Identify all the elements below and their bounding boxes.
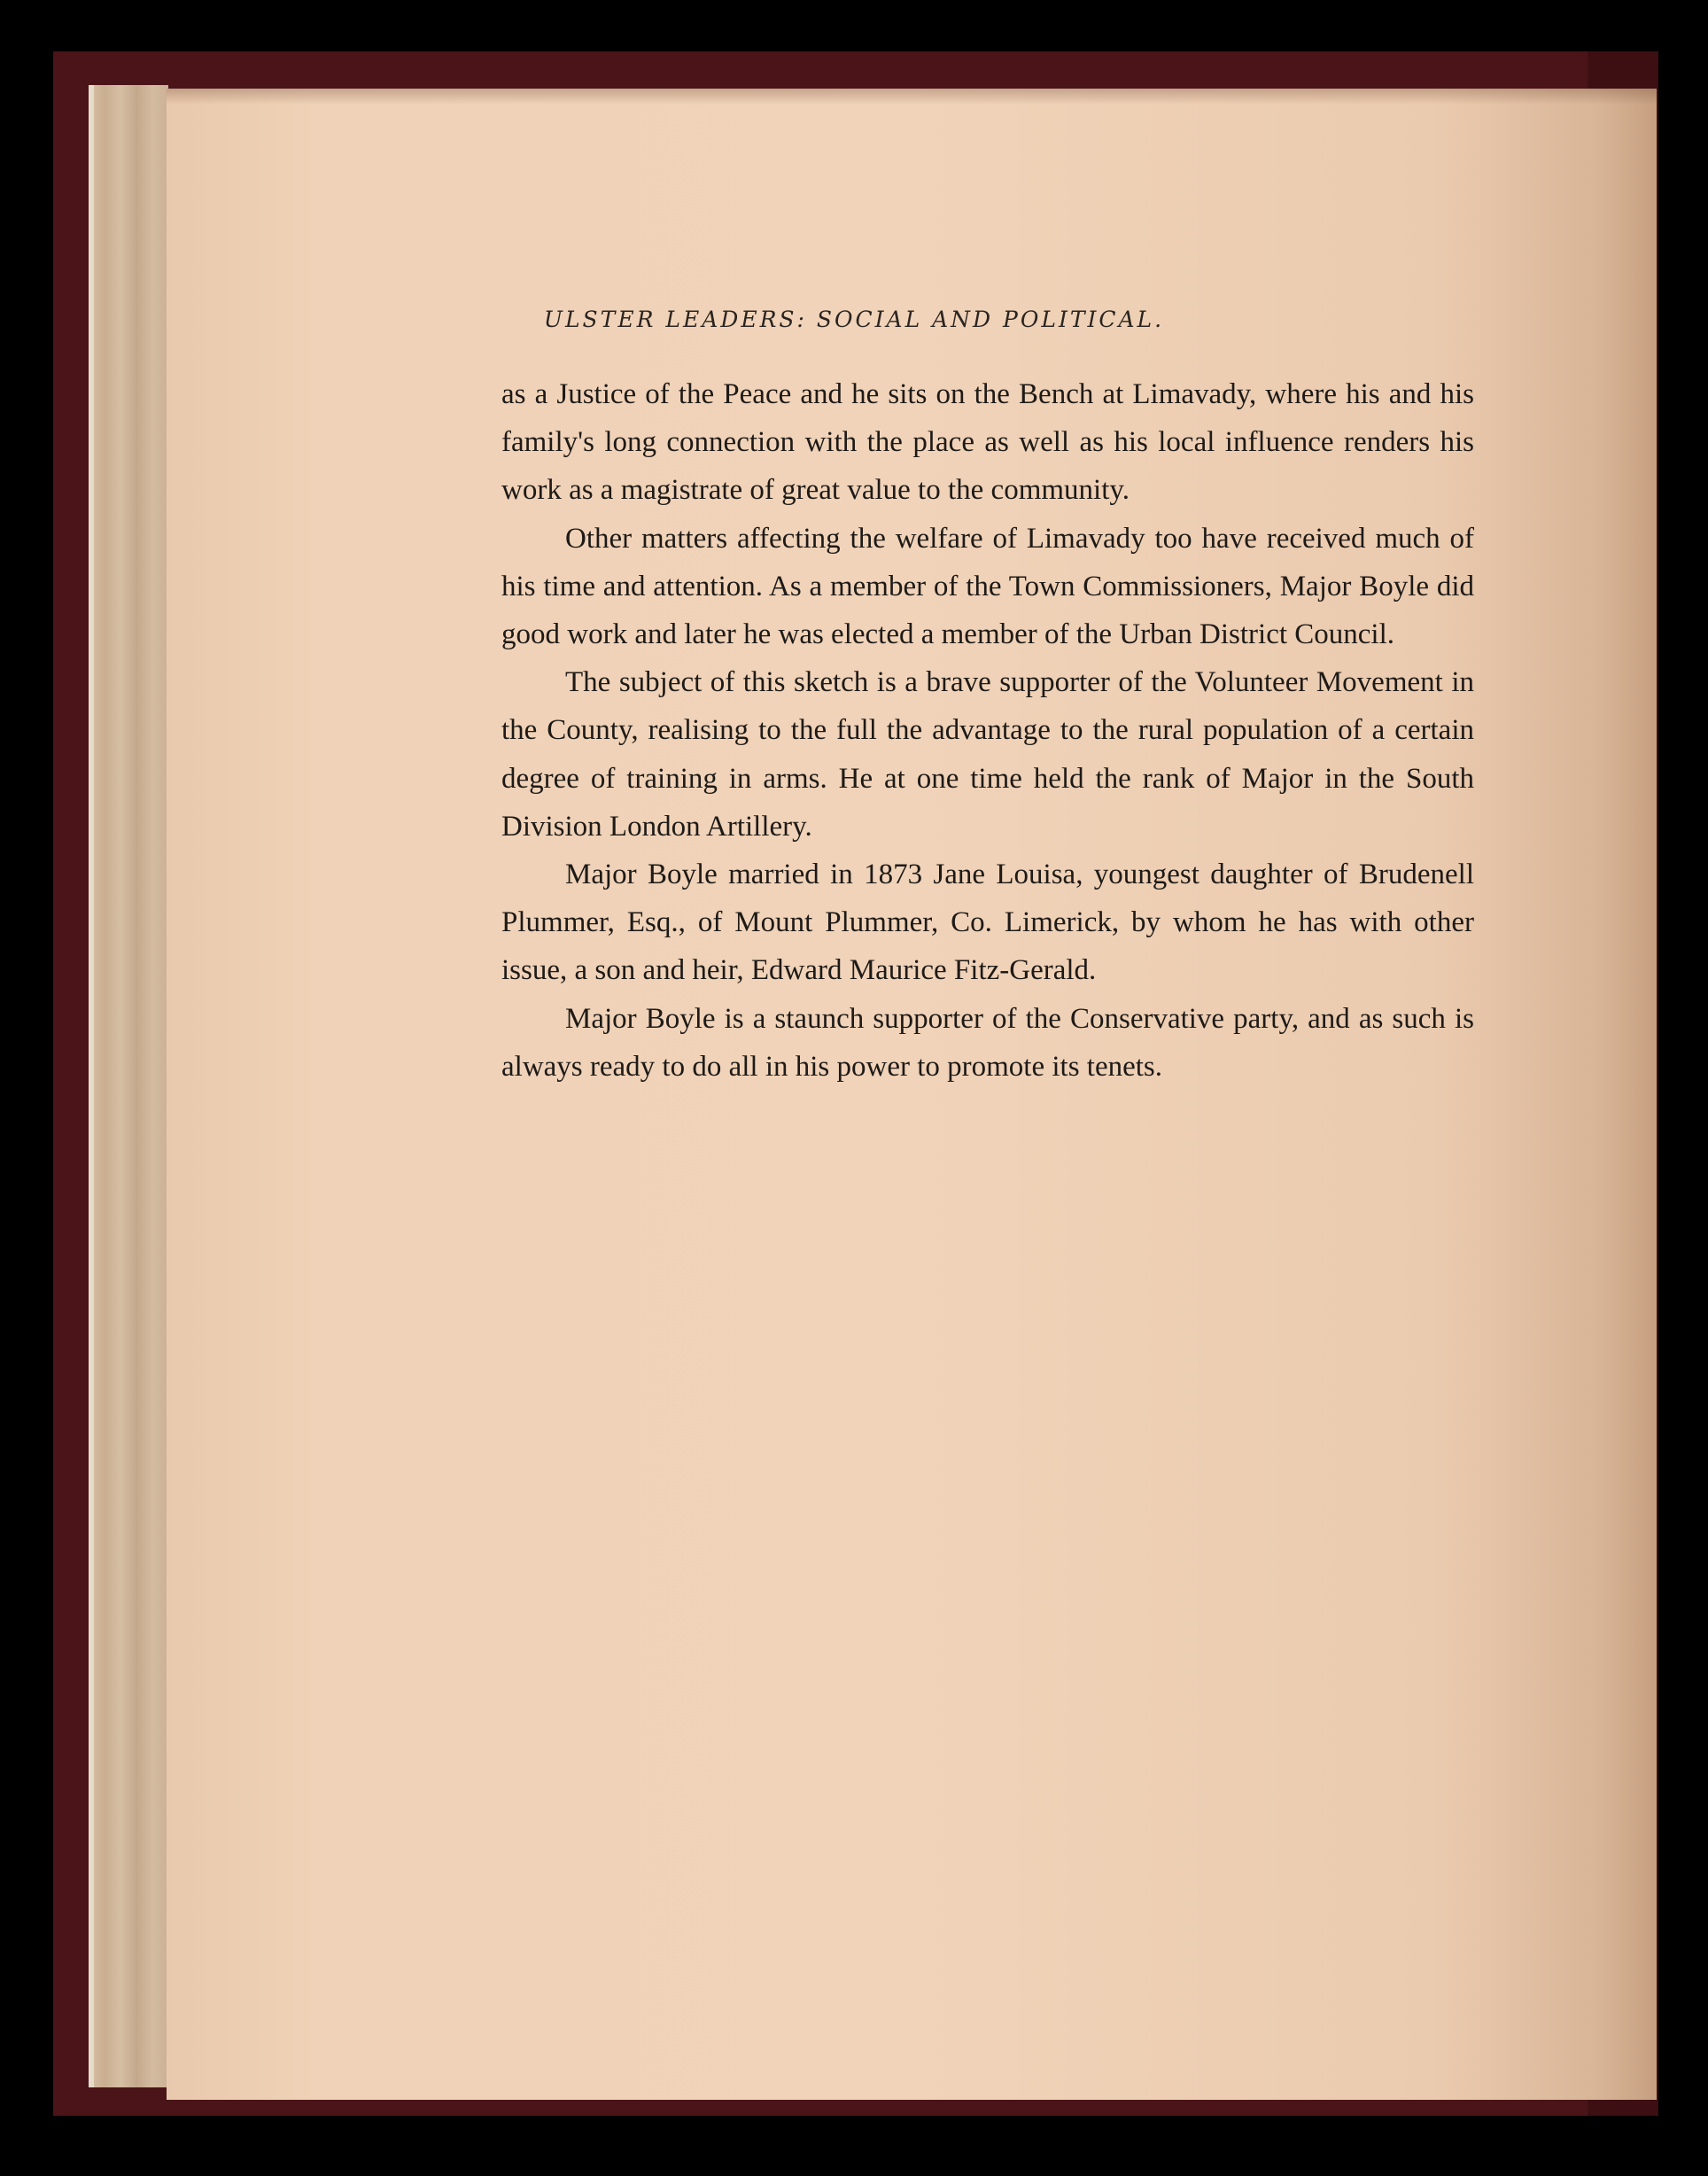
paragraph-5: Major Boyle is a staunch supporter of the Conservative party, and as such is always ready to do all in his power to promote its tenets. xyxy=(501,1002,1474,1083)
paragraph-4: Major Boyle married in 1873 Jane Louisa, youngest daughter of Brudenell Plummer, Esq., of Mount Plummer, Co. Limerick, by whom he has with other issue, a son and heir, Edward Maurice Fitz-Gerald. xyxy=(501,859,1474,987)
paragraph-1: as a Justice of the Peace and he sits on the Bench at Limavady, where his and his family's long connection with the place as well as his local influence renders his work as a magistrate of great value to the community. xyxy=(501,378,1474,507)
paragraph-3: The subject of this sketch is a brave supporter of the Volunteer Movement in the County, realising to the full the advantage to the rural population of a certain degree of training in arms. He at one time held the rank of Major in the South Division London Artillery. xyxy=(501,666,1474,843)
page-edges xyxy=(89,85,168,2087)
running-header: ULSTER LEADERS: SOCIAL AND POLITICAL. xyxy=(543,307,1165,332)
page-edge-highlight xyxy=(89,85,94,2087)
paragraph-2: Other matters affecting the welfare of Limavady too have received much of his time and attention. As a member of the Town Commissioners, Major Boyle did good work and later he was elected a member of the Urban District Council. xyxy=(501,522,1474,651)
body-text xyxy=(501,370,1474,1091)
page-shadow xyxy=(167,89,1657,105)
